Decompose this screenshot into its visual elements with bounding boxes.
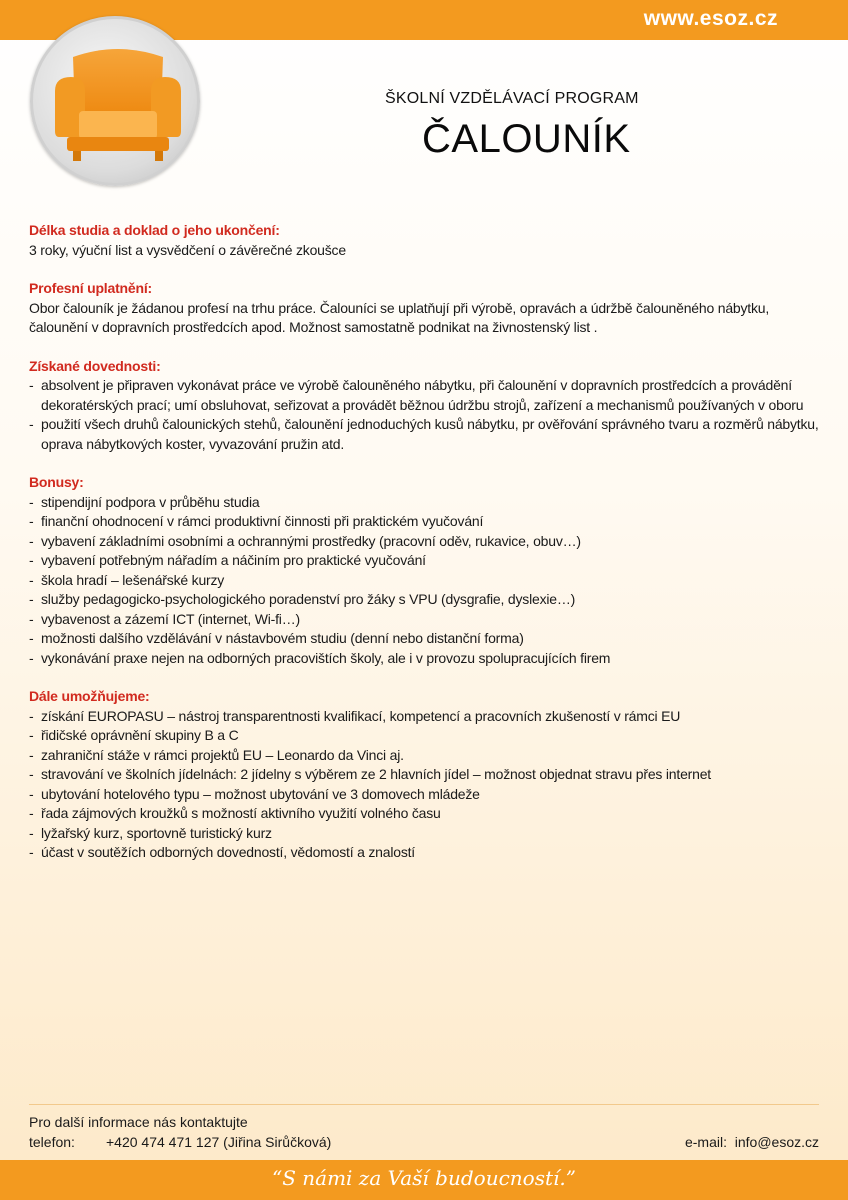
slogan: “S námi za Vaší budoucností.” (272, 1166, 576, 1190)
bonuses-section (29, 473, 819, 668)
section-heading: Dále umožňujeme: (29, 688, 150, 704)
list-item: - získání EUROPASU – nástroj transparentnosti kvalifikací, kompetencí a pracovních zkušeností v rámci EU (29, 707, 681, 724)
list-item: - účast v soutěžích odborných dovedností, vědomostí a znalostí (29, 844, 415, 860)
bonuses-list (29, 493, 819, 669)
more-list (29, 707, 819, 863)
email-label: e-mail: (684, 1134, 727, 1150)
list-item: - použití všech druhů čalounických stehů, čalounění jednoduchých kusů nábytku, pr ověřování správného tvaru a rozměrů nábytku, oprava nábytkových koster, vyvazování pružin atd. (29, 416, 819, 452)
armchair-icon (33, 19, 200, 186)
more-section (29, 687, 819, 863)
phone-number[interactable]: +420 474 471 127 (Jiřina Sirůčková) (106, 1134, 332, 1150)
skills-list (29, 376, 819, 454)
footer-divider (29, 1104, 819, 1105)
email-contact (685, 1134, 819, 1150)
career-section (29, 279, 819, 338)
list-item: - zahraniční stáže v rámci projektů EU – Leonardo da Vinci aj. (29, 746, 404, 763)
contact-intro: Pro další informace nás kontaktujte (29, 1114, 248, 1130)
section-heading: Délka studia a doklad o jeho ukončení: (29, 222, 280, 238)
list-item: - vybavení potřebným nářadím a náčiním pro praktické vyučování (29, 552, 426, 568)
skills-section (29, 357, 819, 455)
section-heading: Profesní uplatnění: (29, 280, 152, 296)
list-item: - finanční ohodnocení v rámci produktivní činnosti při praktickém vyučování (29, 513, 484, 529)
phone-label: telefon: (29, 1134, 75, 1150)
logo (30, 16, 200, 186)
email-link[interactable]: info@esoz.cz (734, 1134, 819, 1150)
list-item: - řada zájmových kroužků s možností aktivního využití volného času (29, 805, 441, 821)
section-heading: Bonusy: (29, 474, 84, 490)
list-item: - řidičské oprávnění skupiny B a C (29, 727, 239, 743)
list-item: - vybavení základními osobními a ochrannými prostředky (pracovní oděv, rukavice, obuv…) (29, 532, 581, 549)
section-text: Obor čalouník je žádanou profesí na trhu práce. Čalouníci se uplatňují při výrobě, opravách a údržbě čalouněného nábytku, čalounění v dopravních prostředcích apod. Možnost samostatně podnikat na živnostenský list . (29, 299, 770, 335)
section-heading: Získané dovednosti: (29, 357, 161, 374)
list-item: - možnosti dalšího vzdělávání v nástavbovém studiu (denní nebo distanční forma) (29, 630, 524, 646)
main-content (29, 221, 819, 882)
program-subtitle: ŠKOLNÍ VZDĚLÁVACÍ PROGRAM (385, 90, 639, 107)
list-item: - služby pedagogicko-psychologického poradenství pro žáky s VPU (dysgrafie, dyslexie…) (29, 591, 576, 607)
section-text: 3 roky, výuční list a vysvědčení o závěrečné zkoušce (29, 241, 346, 258)
list-item: - vykonávání praxe nejen na odborných pracovištích školy, ale i v provozu spolupracujících firem (29, 649, 611, 666)
list-item: - ubytování hotelového typu – možnost ubytování ve 3 domovech mládeže (29, 785, 480, 802)
list-item: - lyžařský kurz, sportovně turistický kurz (29, 824, 272, 841)
page-title: ČALOUNÍK (422, 117, 631, 161)
list-item: - stravování ve školních jídelnách: 2 jídelny s výběrem ze 2 hlavních jídel – možnost objednat stravu přes internet (29, 766, 711, 782)
list-item: - stipendijní podpora v průběhu studia (29, 493, 260, 510)
list-item: - škola hradí – lešenářské kurzy (29, 571, 225, 588)
list-item: - vybavenost a zázemí ICT (internet, Wi-fi…) (29, 610, 300, 627)
list-item: - absolvent je připraven vykonávat práce ve výrobě čalouněného nábytku, při čalounění v dopravních prostředcích a provádění dekoratérských prací; umí obsluhovat, seřizovat a provádět běžnou údržbu strojů, zařízení a mechanismů používaných v oboru (29, 377, 804, 413)
duration-section (29, 221, 819, 260)
website-link[interactable]: www.esoz.cz (643, 7, 778, 30)
